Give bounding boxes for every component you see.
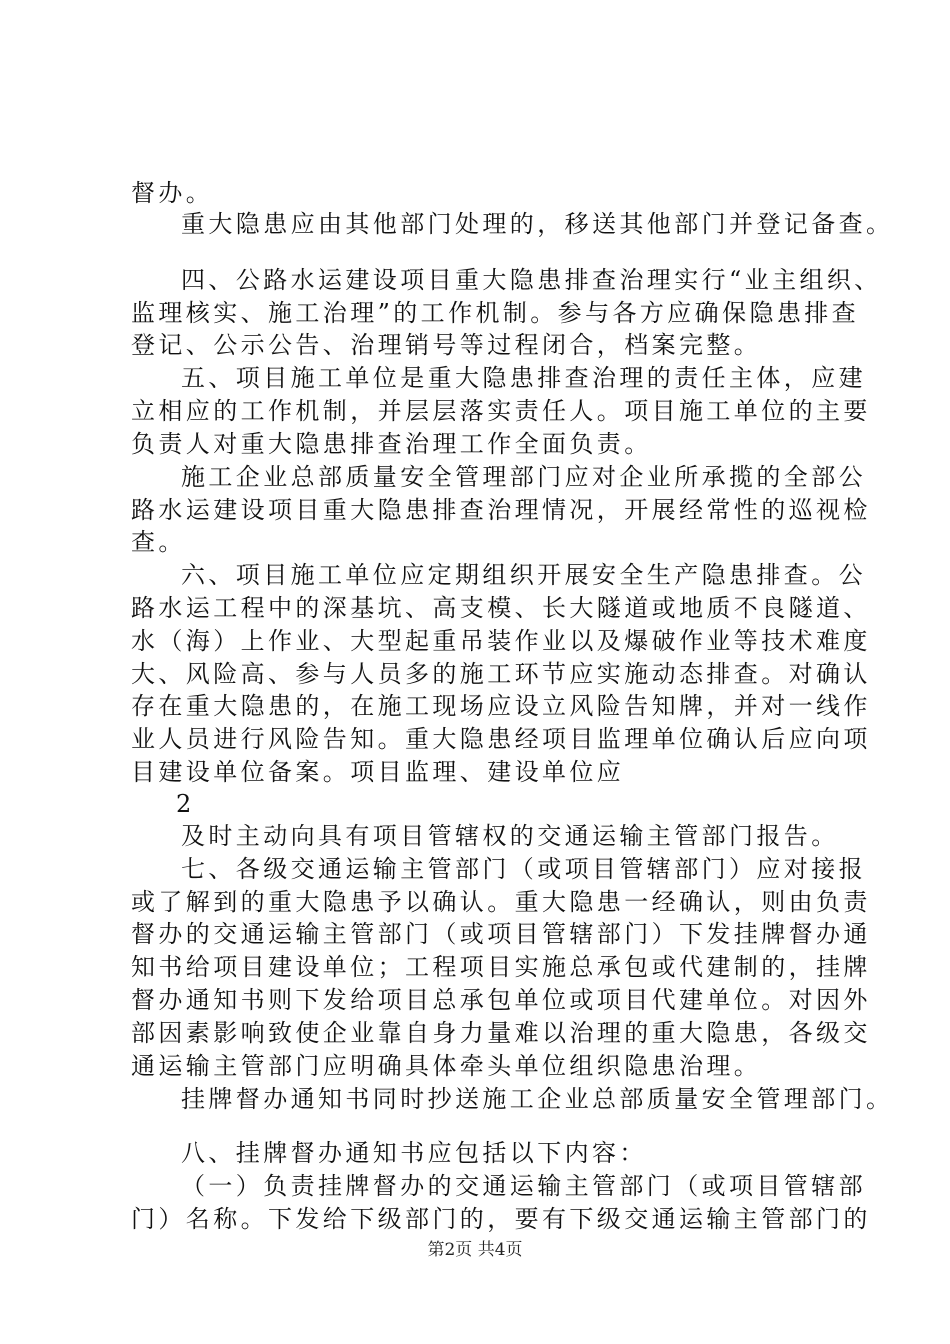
text-line: 路水运建设项目重大隐患排查治理情况，开展经常性的巡视检 — [131, 496, 871, 524]
text-line: 业人员进行风险告知。重大隐患经项目监理单位确认后应向项 — [131, 725, 871, 753]
text-line: 五、项目施工单位是重大隐患排查治理的责任主体，应建 — [181, 364, 866, 392]
text-line: 或了解到的重大隐患予以确认。重大隐患一经确认，则由负责 — [131, 888, 871, 916]
text-line: 门）名称。下发给下级部门的，要有下级交通运输主管部门的 — [131, 1205, 871, 1233]
text-line: 监理核实、施工治理”的工作机制。参与各方应确保隐患排查 — [131, 299, 860, 327]
text-line: 路水运工程中的深基坑、高支模、长大隧道或地质不良隧道、 — [131, 594, 871, 622]
text-line: 负责人对重大隐患排查治理工作全面负责。 — [131, 430, 652, 458]
text-line: 七、各级交通运输主管部门（或项目管辖部门）应对接报 — [181, 855, 866, 883]
text-line: 知书给项目建设单位；工程项目实施总承包或代建制的，挂牌 — [131, 953, 871, 981]
text-line: 重大隐患应由其他部门处理的，移送其他部门并登记备查。 — [181, 210, 894, 238]
text-line: 督办。 — [131, 179, 214, 207]
text-line: 六、项目施工单位应定期组织开展安全生产隐患排查。公 — [181, 561, 866, 589]
text-line: 及时主动向具有项目管辖权的交通运输主管部门报告。 — [181, 822, 839, 850]
inline-page-number: 2 — [176, 790, 192, 818]
text-line: 存在重大隐患的，在施工现场应设立风险告知牌，并对一线作 — [131, 692, 871, 720]
text-line: 督办的交通运输主管部门（或项目管辖部门）下发挂牌督办通 — [131, 920, 871, 948]
page-footer: 第2页 共4页 — [427, 1240, 523, 1260]
text-line: （一）负责挂牌督办的交通运输主管部门（或项目管辖部 — [181, 1172, 866, 1200]
text-line: 立相应的工作机制，并层层落实责任人。项目施工单位的主要 — [131, 397, 871, 425]
text-line: 查。 — [131, 528, 186, 556]
text-line: 登记、公示公告、治理销号等过程闭合，档案完整。 — [131, 331, 762, 359]
text-line: 四、公路水运建设项目重大隐患排查治理实行“业主组织、 — [181, 266, 882, 294]
text-line: 督办通知书则下发给项目总承包单位或项目代建单位。对因外 — [131, 986, 871, 1014]
text-line: 大、风险高、参与人员多的施工环节应实施动态排查。对确认 — [131, 660, 871, 688]
text-line: 部因素影响致使企业靠自身力量难以治理的重大隐患，各级交 — [131, 1019, 871, 1047]
text-line: 水（海）上作业、大型起重吊装作业以及爆破作业等技术难度 — [131, 627, 871, 655]
text-line: 目建设单位备案。项目监理、建设单位应 — [131, 758, 625, 786]
text-line: 施工企业总部质量安全管理部门应对企业所承揽的全部公 — [181, 463, 866, 491]
text-line: 八、挂牌督办通知书应包括以下内容： — [181, 1139, 647, 1167]
text-line: 挂牌督办通知书同时抄送施工企业总部质量安全管理部门。 — [181, 1085, 894, 1113]
text-line: 通运输主管部门应明确具体牵头单位组织隐患治理。 — [131, 1052, 762, 1080]
